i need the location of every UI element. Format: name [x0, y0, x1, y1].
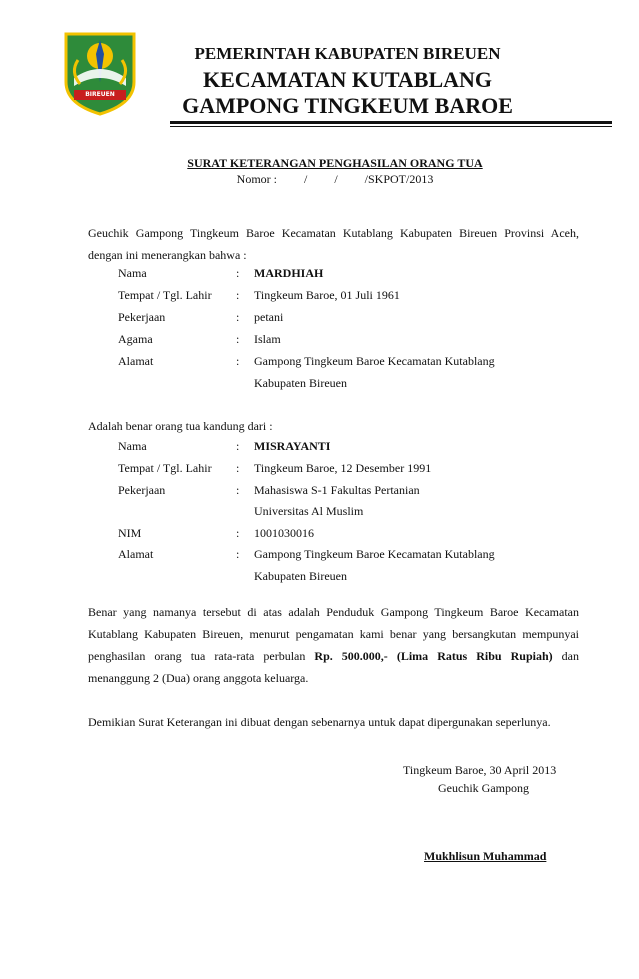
field-label: Pekerjaan: [118, 310, 166, 324]
field-colon: :: [236, 288, 240, 302]
field-colon: :: [236, 332, 240, 346]
signature-position: Geuchik Gampong: [438, 781, 529, 795]
intro-line-1: Geuchik Gampong Tingkeum Baroe Kecamatan Kutablang Kabupaten Bireuen Provinsi Aceh,: [88, 226, 579, 240]
field-label: Nama: [118, 266, 147, 280]
field-label: Alamat: [118, 354, 154, 368]
field-value: Tingkeum Baroe, 01 Juli 1961: [254, 288, 400, 302]
signatory-name: Mukhlisun Muhammad: [424, 849, 547, 863]
statement-line-3-start: penghasilan orang tua rata-rata perbulan: [88, 649, 315, 663]
regency-logo: [60, 30, 140, 116]
field-value: Islam: [254, 332, 281, 346]
letterhead-rule-thin: [170, 126, 612, 127]
statement-line-1: Benar yang namanya tersebut di atas adalah Penduduk Gampong Tingkeum Baroe Kecamatan: [88, 605, 579, 619]
statement-line-3-end: dan: [552, 649, 580, 663]
field-value-cont: Kabupaten Bireuen: [254, 569, 347, 583]
field-colon: :: [236, 483, 240, 497]
letter-title: SURAT KETERANGAN PENGHASILAN ORANG TUA: [187, 156, 483, 170]
field-value: 1001030016: [254, 526, 314, 540]
statement-line-3: [88, 645, 579, 667]
field-colon: :: [236, 266, 240, 280]
closing-sentence: Demikian Surat Keterangan ini dibuat dengan sebenarnya untuk dapat dipergunakan seperlunya.: [88, 715, 551, 729]
letterhead-district: KECAMATAN KUTABLANG: [202, 67, 493, 92]
intro-line-2: dengan ini menerangkan bahwa :: [88, 248, 247, 262]
income-amount: Rp. 500.000,- (Lima Ratus Ribu Rupiah): [314, 649, 553, 663]
field-value: MARDHIAH: [254, 266, 324, 280]
field-label: Tempat / Tgl. Lahir: [118, 288, 212, 302]
letterhead-government: PEMERINTAH KABUPATEN BIREUEN: [194, 44, 501, 63]
field-colon: :: [236, 354, 240, 368]
field-colon: :: [236, 310, 240, 324]
letterhead-village: GAMPONG TINGKEUM BAROE: [182, 93, 513, 118]
field-label: Agama: [118, 332, 153, 346]
field-colon: :: [236, 461, 240, 475]
field-label: Pekerjaan: [118, 483, 166, 497]
letter-number: Nomor : / / /SKPOT/2013: [236, 172, 434, 186]
field-value-cont: Kabupaten Bireuen: [254, 376, 347, 390]
field-value: petani: [254, 310, 284, 324]
signature-place-date: Tingkeum Baroe, 30 April 2013: [403, 763, 557, 777]
field-colon: :: [236, 526, 240, 540]
field-label: NIM: [118, 526, 142, 540]
letterhead-rule-thick: [170, 121, 612, 124]
field-value: Gampong Tingkeum Baroe Kecamatan Kutablang: [254, 547, 495, 561]
child-intro: Adalah benar orang tua kandung dari :: [88, 419, 273, 433]
field-value: MISRAYANTI: [254, 439, 331, 453]
field-colon: :: [236, 547, 240, 561]
field-colon: :: [236, 439, 240, 453]
intro-paragraph: [88, 222, 579, 266]
field-value: Gampong Tingkeum Baroe Kecamatan Kutablang: [254, 354, 495, 368]
field-value: Tingkeum Baroe, 12 Desember 1991: [254, 461, 432, 475]
field-value-cont: Universitas Al Muslim: [254, 504, 364, 518]
logo-ribbon-text: BIREUEN: [85, 91, 115, 98]
field-label: Nama: [118, 439, 147, 453]
statement-line-4: menanggung 2 (Dua) orang anggota keluarga.: [88, 671, 309, 685]
field-label: Alamat: [118, 547, 154, 561]
field-label: Tempat / Tgl. Lahir: [118, 461, 212, 475]
statement-paragraph: [88, 601, 579, 689]
statement-line-2: Kutablang Kabupaten Bireuen, menurut pengamatan kami benar yang bersangkutan mempunyai: [88, 627, 579, 641]
field-value: Mahasiswa S-1 Fakultas Pertanian: [254, 483, 420, 497]
